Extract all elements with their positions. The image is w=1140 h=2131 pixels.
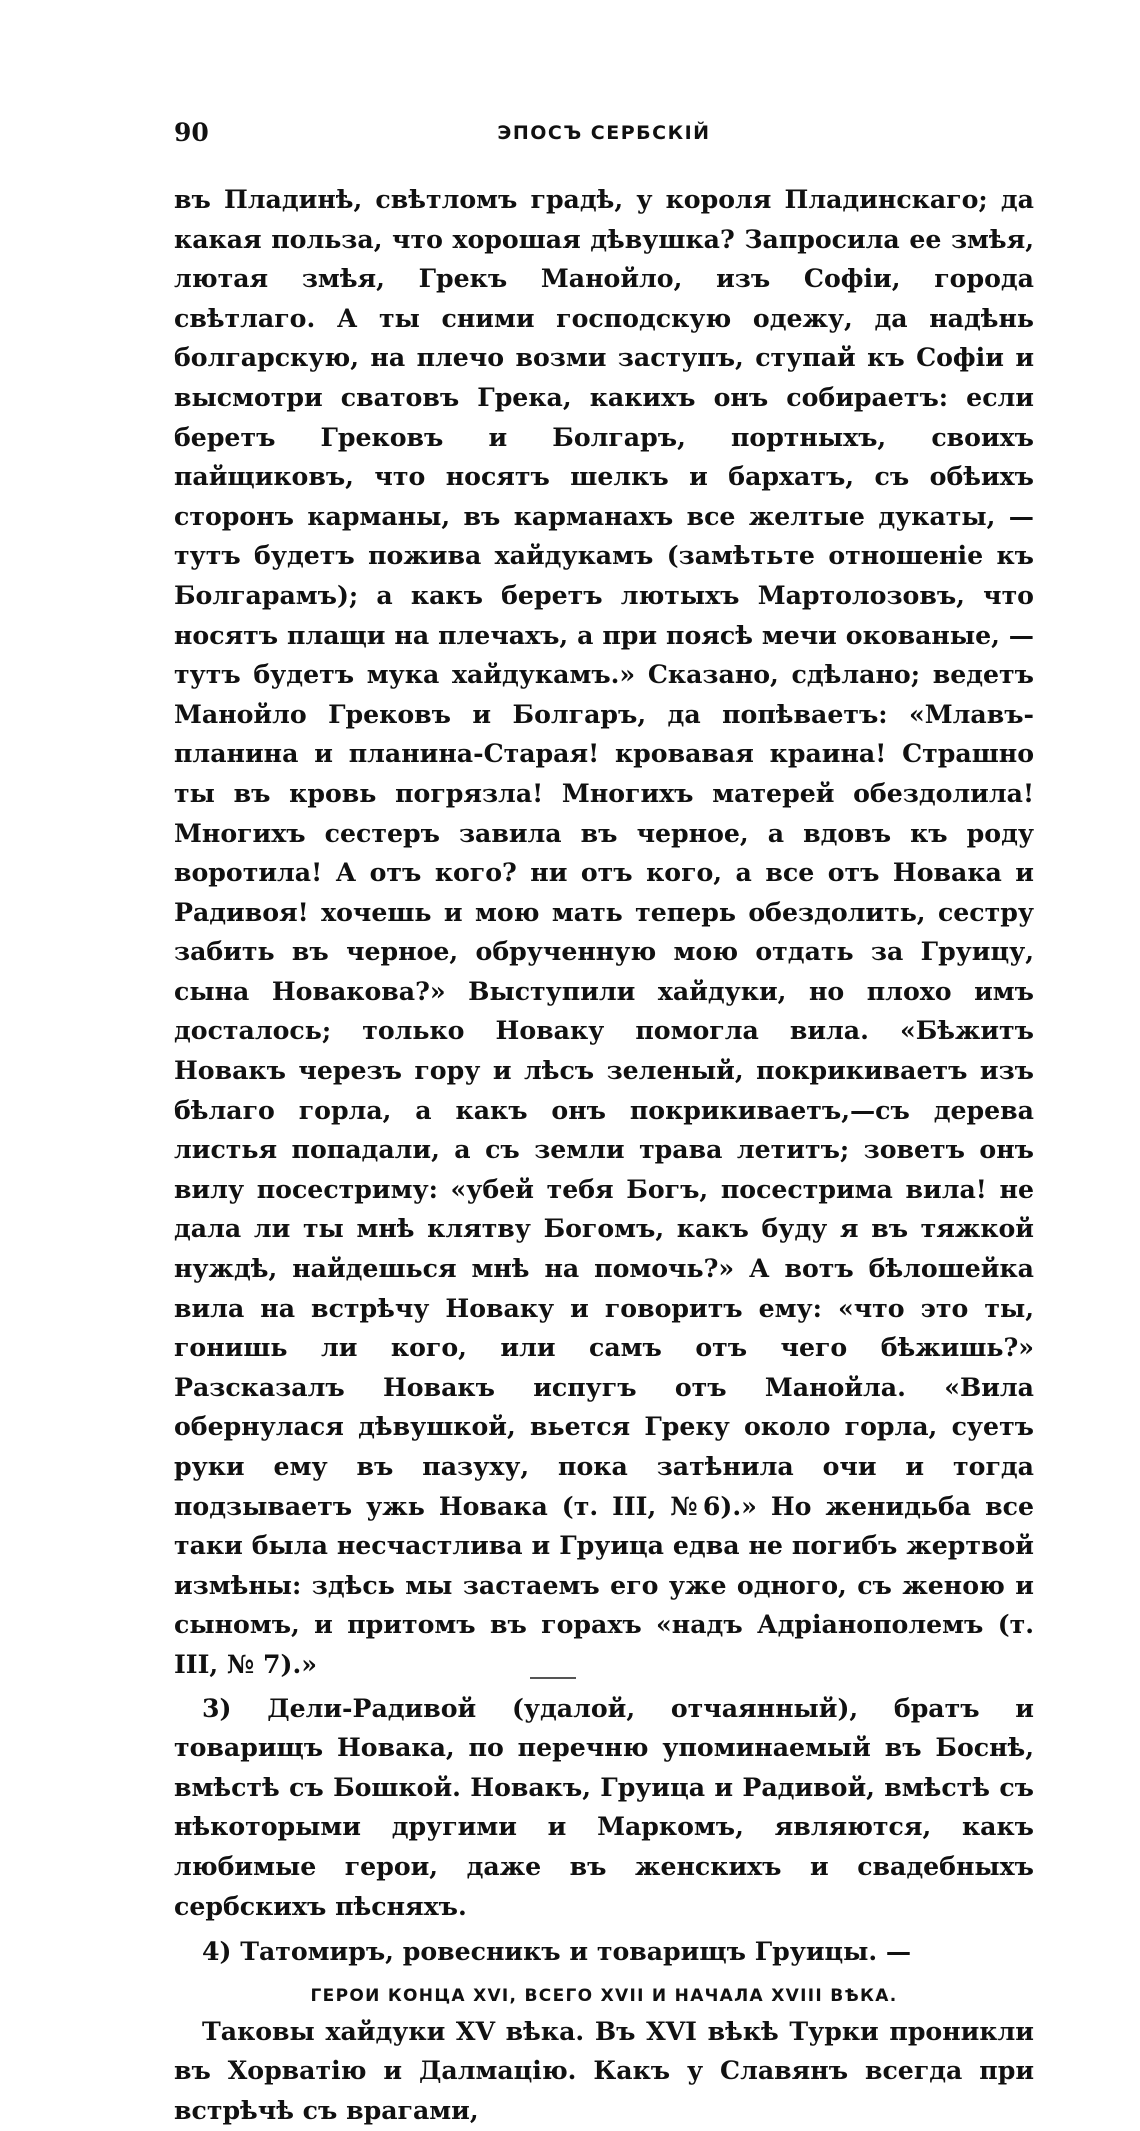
page-header	[174, 118, 1034, 152]
paragraph-xv-century: Таковы хайдуки XV вѣка. Въ XVI вѣкѣ Турки проникли въ Хорватію и Далмацію. Какъ у Славянъ всегда при встрѣчѣ съ врагами,	[174, 2015, 1034, 2125]
paragraph-tatomir: 4) Татомиръ, ровесникъ и товарищъ Груицы. —	[202, 1936, 912, 1967]
paragraph-radivoy: 3) Дели-Радивой (удалой, отчаянный), братъ и товарищъ Новака, по перечню упоминаемый въ Боснѣ, вмѣстѣ съ Бошкой. Новакъ, Груица и Радивой, вмѣстѣ съ нѣкоторыми другими и Маркомъ, являются, какъ любимые герои, даже въ женскихъ и свадебныхъ сербскихъ пѣсняхъ.	[174, 1692, 1034, 1921]
page-number: 90	[174, 118, 209, 147]
section-heading: ГЕРОИ КОНЦА XVI, ВСЕГО XVII И НАЧАЛА XVIII ВѢКА.	[310, 1985, 898, 2006]
paragraph-novak-story: въ Пладинѣ, свѣтломъ градѣ, у короля Пладинскаго; да какая польза, что хорошая дѣвушка? Запросила ее змѣя, лютая змѣя, Грекъ Манойло, изъ Софіи, города свѣтлаго. А ты сними господскую одежу, да надѣнь болгарскую, на плечо возми заступъ, ступай къ Софіи и высмотри сватовъ Грека, какихъ онъ собираетъ: если беретъ Грековъ и Болгаръ, портныхъ, своихъ пайщиковъ, что носятъ шелкъ и бархатъ, съ обѣихъ сторонъ карманы, въ карманахъ все желтые дукаты, — тутъ будетъ пожива хайдукамъ (замѣтьте отношеніе къ Болгарамъ); а какъ беретъ лютыхъ Мартолозовъ, что носятъ плащи на плечахъ, а при поясѣ мечи окованые, — тутъ будетъ мука хайдукамъ.» Сказано, сдѣлано; ведетъ Манойло Грековъ и Болгаръ, да попѣваетъ: «Млавъ-планина и планина-Старая! кровавая краина! Страшно ты въ кровь погрязла! Многихъ матерей обездолила! Многихъ сестеръ завила въ черное, а вдовъ къ роду воротила! А отъ кого? ни отъ кого, а все отъ Новака и Радивоя! хочешь и мою мать теперь обездолить, сестру забить въ черное, обрученную мою отдать за Груицу, сына Новакова?» Выступили хайдуки, но плохо имъ досталось; только Новаку помогла вила. «Бѣжитъ Новакъ черезъ гору и лѣсъ зеленый, покрикиваетъ изъ бѣлаго горла, а какъ онъ покрикиваетъ,—съ дерева листья попадали, а съ земли трава летитъ; зоветъ онъ вилу посестриму: «убей тебя Богъ, посестрима вила! не дала ли ты мнѣ клятву Богомъ, какъ буду я въ тяжкой нуждѣ, найдешься мнѣ на помочь?» А вотъ бѣлошейка вила на встрѣчу Новаку и говоритъ ему: «что это ты, гонишь ли кого, или самъ отъ чего бѣжишь?» Разсказалъ Новакъ испугъ отъ Манойла. «Вила обернулася дѣвушкой, вьется Греку около горла, суетъ руки ему въ пазуху, пока затѣнила очи и тогда подзываетъ ужь Новака (т. III, №6).» Но женидьба все таки была несчастлива и Груица едва не погибъ жертвой измѣны: здѣсь мы застаемъ его уже одного, съ женою и сыномъ, и притомъ въ горахъ «надъ Адріанополемъ (т. III, № 7).»	[174, 184, 1034, 1679]
running-title: ЭПОСЪ СЕРБСКІЙ	[497, 122, 711, 144]
footer-rule	[530, 1677, 576, 1679]
book-page	[174, 118, 1034, 2131]
